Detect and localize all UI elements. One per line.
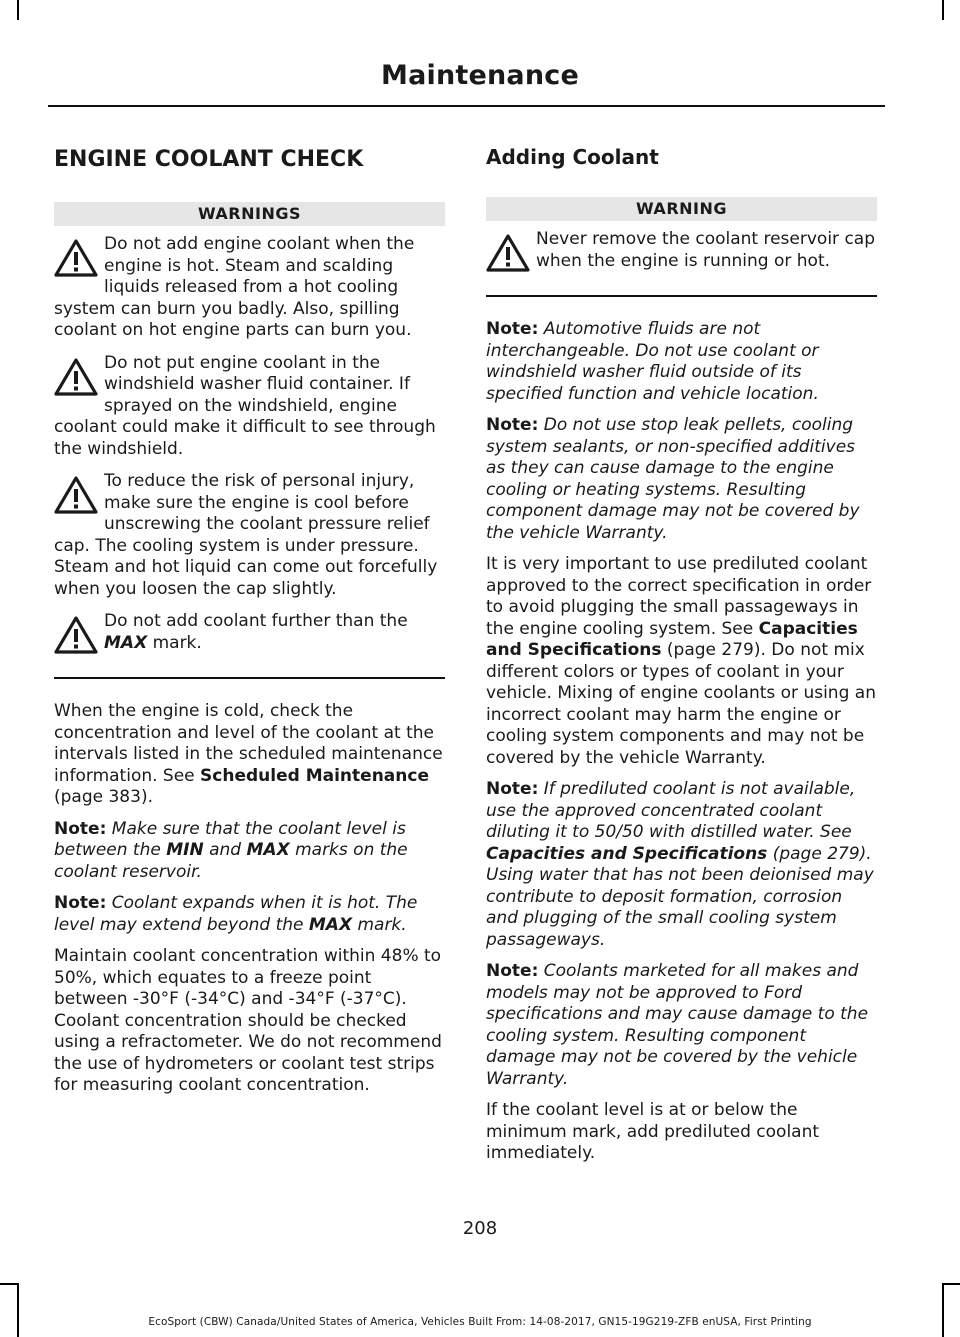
note-label: Note: <box>486 961 539 981</box>
section-heading: ENGINE COOLANT CHECK <box>54 147 364 172</box>
crop-mark-top-right <box>942 0 944 20</box>
body-paragraph <box>486 554 877 769</box>
warning-triangle-icon <box>54 357 98 397</box>
body-paragraph: If the coolant level is at or below the minimum mark, add prediluted coolant immediately. <box>486 1100 820 1163</box>
note-text: (page 279). Using water that has not been deionised may contribute to deposit formation, corrosion and plugging of the small cooling system passageways. <box>486 843 874 950</box>
note-label: Note: <box>486 779 539 799</box>
cross-reference-link[interactable]: Capacities and Specifications <box>486 843 768 864</box>
crop-mark-top-left <box>17 0 19 20</box>
warning-paragraph <box>486 229 877 272</box>
warning-triangle-icon <box>54 615 98 655</box>
warning-text: Do not add coolant further than the <box>104 611 408 631</box>
warning-text: Never remove the coolant reservoir cap when the engine is running or hot. <box>536 229 875 271</box>
crop-mark-bottom-right-h <box>942 1283 960 1285</box>
note-text: If prediluted coolant is not available, use the approved concentrated coolant diluting it to 50/50 with distilled water. See <box>486 779 856 842</box>
note-label: Note: <box>486 319 539 339</box>
cross-reference-link[interactable]: Capacities and Specifications <box>486 618 858 660</box>
warning-triangle-icon <box>54 238 98 278</box>
left-column <box>54 140 445 1107</box>
note-paragraph <box>486 319 877 405</box>
warning-paragraph <box>54 611 445 654</box>
crop-mark-bottom-left-h <box>0 1283 19 1285</box>
document-footer: EcoSport (CBW) Canada/United States of America, Vehicles Built From: 14-08-2017, GN15-19G219-ZFB enUSA, First Printing <box>148 1316 812 1328</box>
cross-reference-link[interactable]: Scheduled Maintenance <box>200 765 429 786</box>
note-paragraph <box>486 961 877 1090</box>
warning-banner: WARNING <box>486 197 877 221</box>
note-text: Make sure that the coolant level is between the <box>54 818 406 860</box>
min-mark-label: MIN <box>166 840 204 860</box>
note-text: Coolants marketed for all makes and models may not be approved to Ford specifications and may cause damage to the cooling system. Resulting component damage may not be covered by the vehicle Warranty. <box>486 961 869 1089</box>
crop-mark-bottom-left <box>17 1283 19 1337</box>
body-text: It is very important to use prediluted coolant approved to the correct specification in order to avoid plugging the small passageways in the engine cooling system. See <box>486 554 872 639</box>
note-paragraph <box>54 893 445 936</box>
body-paragraph: Maintain coolant concentration within 48% to 50%, which equates to a freeze point between -30°F (-34°C) and -34°F (-37°C). Coolant concentration should be checked using a refractometer. We do not recommend the use of hydrometers or coolant test strips for measuring coolant concentration. <box>54 946 442 1095</box>
max-mark-label: MAX <box>104 632 148 653</box>
note-label: Note: <box>486 415 539 435</box>
body-paragraph <box>54 701 445 809</box>
body-text: When the engine is cold, check the concentration and level of the coolant at the intervals listed in the scheduled maintenance information. See <box>54 701 443 786</box>
warning-end-rule <box>486 295 877 297</box>
note-text: Do not use stop leak pellets, cooling system sealants, or non-specified additives as they can cause damage to the engine cooling or heating systems. Resulting component damage may not be covered by the vehicle Warranty. <box>486 415 860 543</box>
warning-text: Do not put engine coolant in the windshield washer fluid container. If sprayed on the windshield, engine coolant could make it difficult to see through the windshield. <box>54 352 436 459</box>
note-paragraph <box>486 415 877 544</box>
note-text: Automotive fluids are not interchangeable. Do not use coolant or windshield washer fluid outside of its specified function and vehicle location. <box>486 319 819 404</box>
warning-text-tail: mark. <box>147 632 202 653</box>
warnings-banner: WARNINGS <box>54 202 445 226</box>
note-label: Note: <box>54 818 107 839</box>
warning-paragraph <box>54 234 445 342</box>
body-text: (page 279). Do not mix different colors or types of coolant in your vehicle. Mixing of engine coolants or using an incorrect coolant may harm the engine or cooling system components and may not be covered by the vehicle Warranty. <box>486 640 876 768</box>
note-paragraph <box>486 779 877 951</box>
page-reference: (page 383). <box>54 787 153 807</box>
max-mark-label: MAX <box>246 840 290 860</box>
page-header-title: Maintenance <box>381 60 579 91</box>
note-text: marks on the coolant reservoir. <box>54 840 408 882</box>
max-mark-label: MAX <box>308 914 353 935</box>
crop-mark-bottom-right <box>942 1283 944 1337</box>
warning-triangle-icon <box>54 475 98 515</box>
header-rule <box>48 105 885 107</box>
warning-triangle-icon <box>486 233 530 273</box>
subsection-heading: Adding Coolant <box>486 145 659 169</box>
note-text: mark. <box>352 914 407 935</box>
warning-text: Do not add engine coolant when the engine is hot. Steam and scalding liquids released from a hot cooling system can burn you badly. Also, spilling coolant on hot engine parts can burn you. <box>54 234 415 340</box>
page-number: 208 <box>462 1218 498 1239</box>
right-column <box>486 140 877 1175</box>
note-paragraph <box>54 819 445 884</box>
warning-paragraph <box>54 353 445 461</box>
note-text: and <box>203 840 247 860</box>
warning-paragraph <box>54 471 445 600</box>
note-label: Note: <box>54 893 107 913</box>
note-text: Coolant expands when it is hot. The level may extend beyond the <box>54 893 418 935</box>
warnings-end-rule <box>54 677 445 679</box>
warning-text: To reduce the risk of personal injury, make sure the engine is cool before unscrewing the coolant pressure relief cap. The cooling system is under pressure. Steam and hot liquid can come out forcefully when you loosen the cap slightly. <box>54 471 438 599</box>
